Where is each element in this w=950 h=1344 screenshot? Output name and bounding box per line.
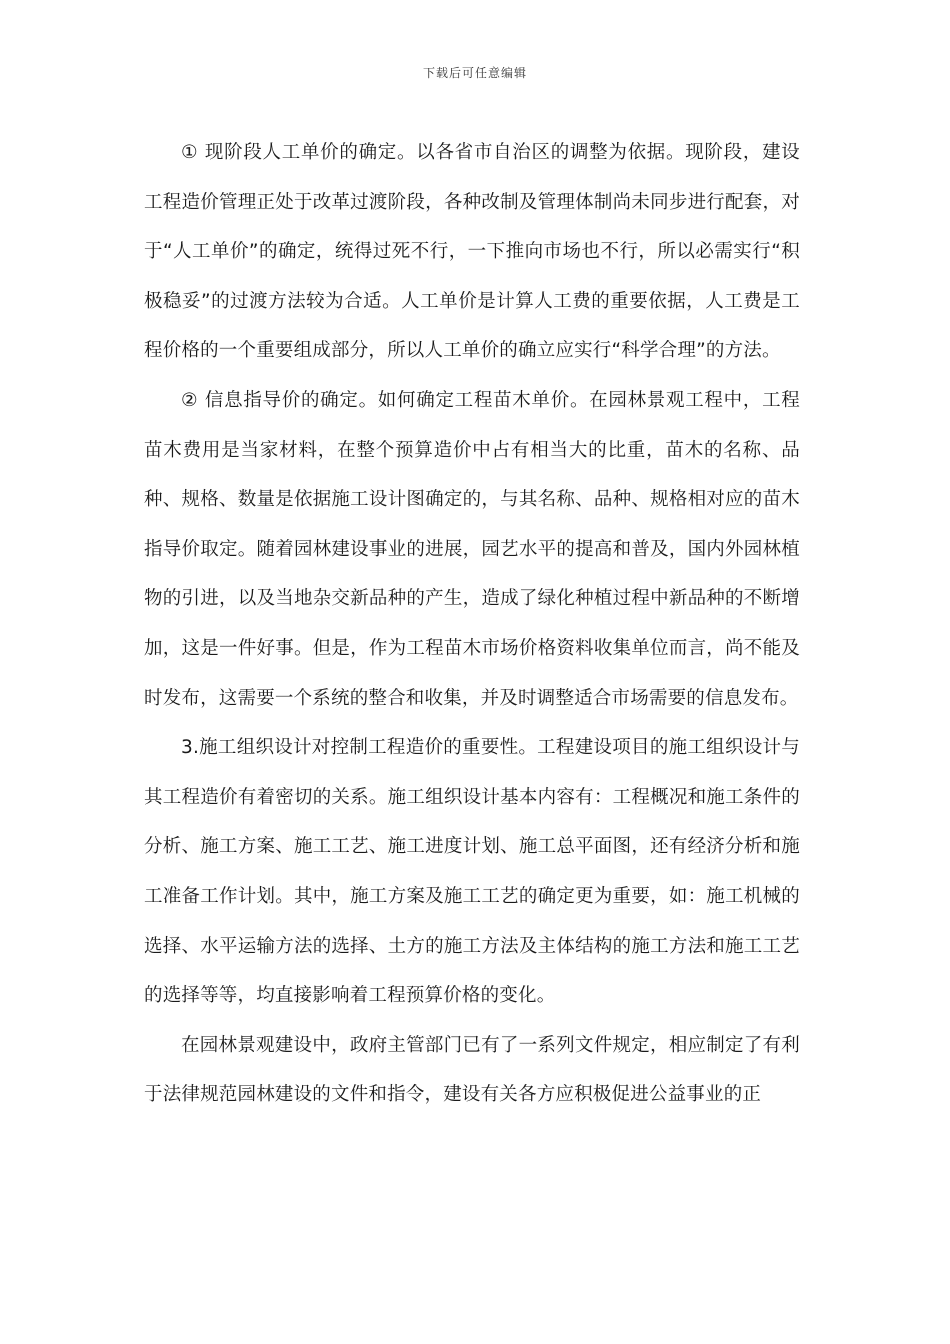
paragraph-construction-organization-design: 3.施工组织设计对控制工程造价的重要性。工程建设项目的施工组织设计与其工程造价有着密切的关系。施工组织设计基本内容有：工程概况和施工条件的分析、施工方案、施工工艺、施工进度计划、施工总平面图，还有经济分析和施工准备工作计划。其中，施工方案及施工工艺的确定更为重要，如：施工机械的选择、水平运输方法的选择、土方的施工方法及主体结构的施工方法和施工工艺的选择等等，均直接影响着工程预算价格的变化。 bbox=[144, 737, 800, 1007]
document-body bbox=[144, 128, 800, 1120]
paragraph-labor-unit-price: ① 现阶段人工单价的确定。以各省市自治区的调整为依据。现阶段，建设工程造价管理正处于改革过渡阶段，各种改制及管理体制尚未同步进行配套，对于“人工单价”的确定，统得过死不行，一下推向市场也不行，所以必需实行“积极稳妥”的过渡方法较为合适。人工单价是计算人工费的重要依据，人工费是工程价格的一个重要组成部分，所以人工单价的确立应实行“科学合理”的方法。 bbox=[144, 142, 800, 362]
page-header: 下载后可任意编辑 bbox=[422, 66, 527, 80]
paragraph-landscape-construction: 在园林景观建设中，政府主管部门已有了一系列文件规定，相应制定了有利于法律规范园林建设的文件和指令，建设有关各方应积极促进公益事业的正 bbox=[144, 1034, 800, 1106]
paragraph-guide-price: ② 信息指导价的确定。如何确定工程苗木单价。在园林景观工程中，工程苗木费用是当家材料，在整个预算造价中占有相当大的比重，苗木的名称、品种、规格、数量是依据施工设计图确定的，与其名称、品种、规格相对应的苗木指导价取定。随着园林建设事业的进展，园艺水平的提高和普及，国内外园林植物的引进，以及当地杂交新品种的产生，造成了绿化种植过程中新品种的不断增加，这是一件好事。但是，作为工程苗木市场价格资料收集单位而言，尚不能及时发布，这需要一个系统的整合和收集，并及时调整适合市场需要的信息发布。 bbox=[144, 389, 800, 709]
